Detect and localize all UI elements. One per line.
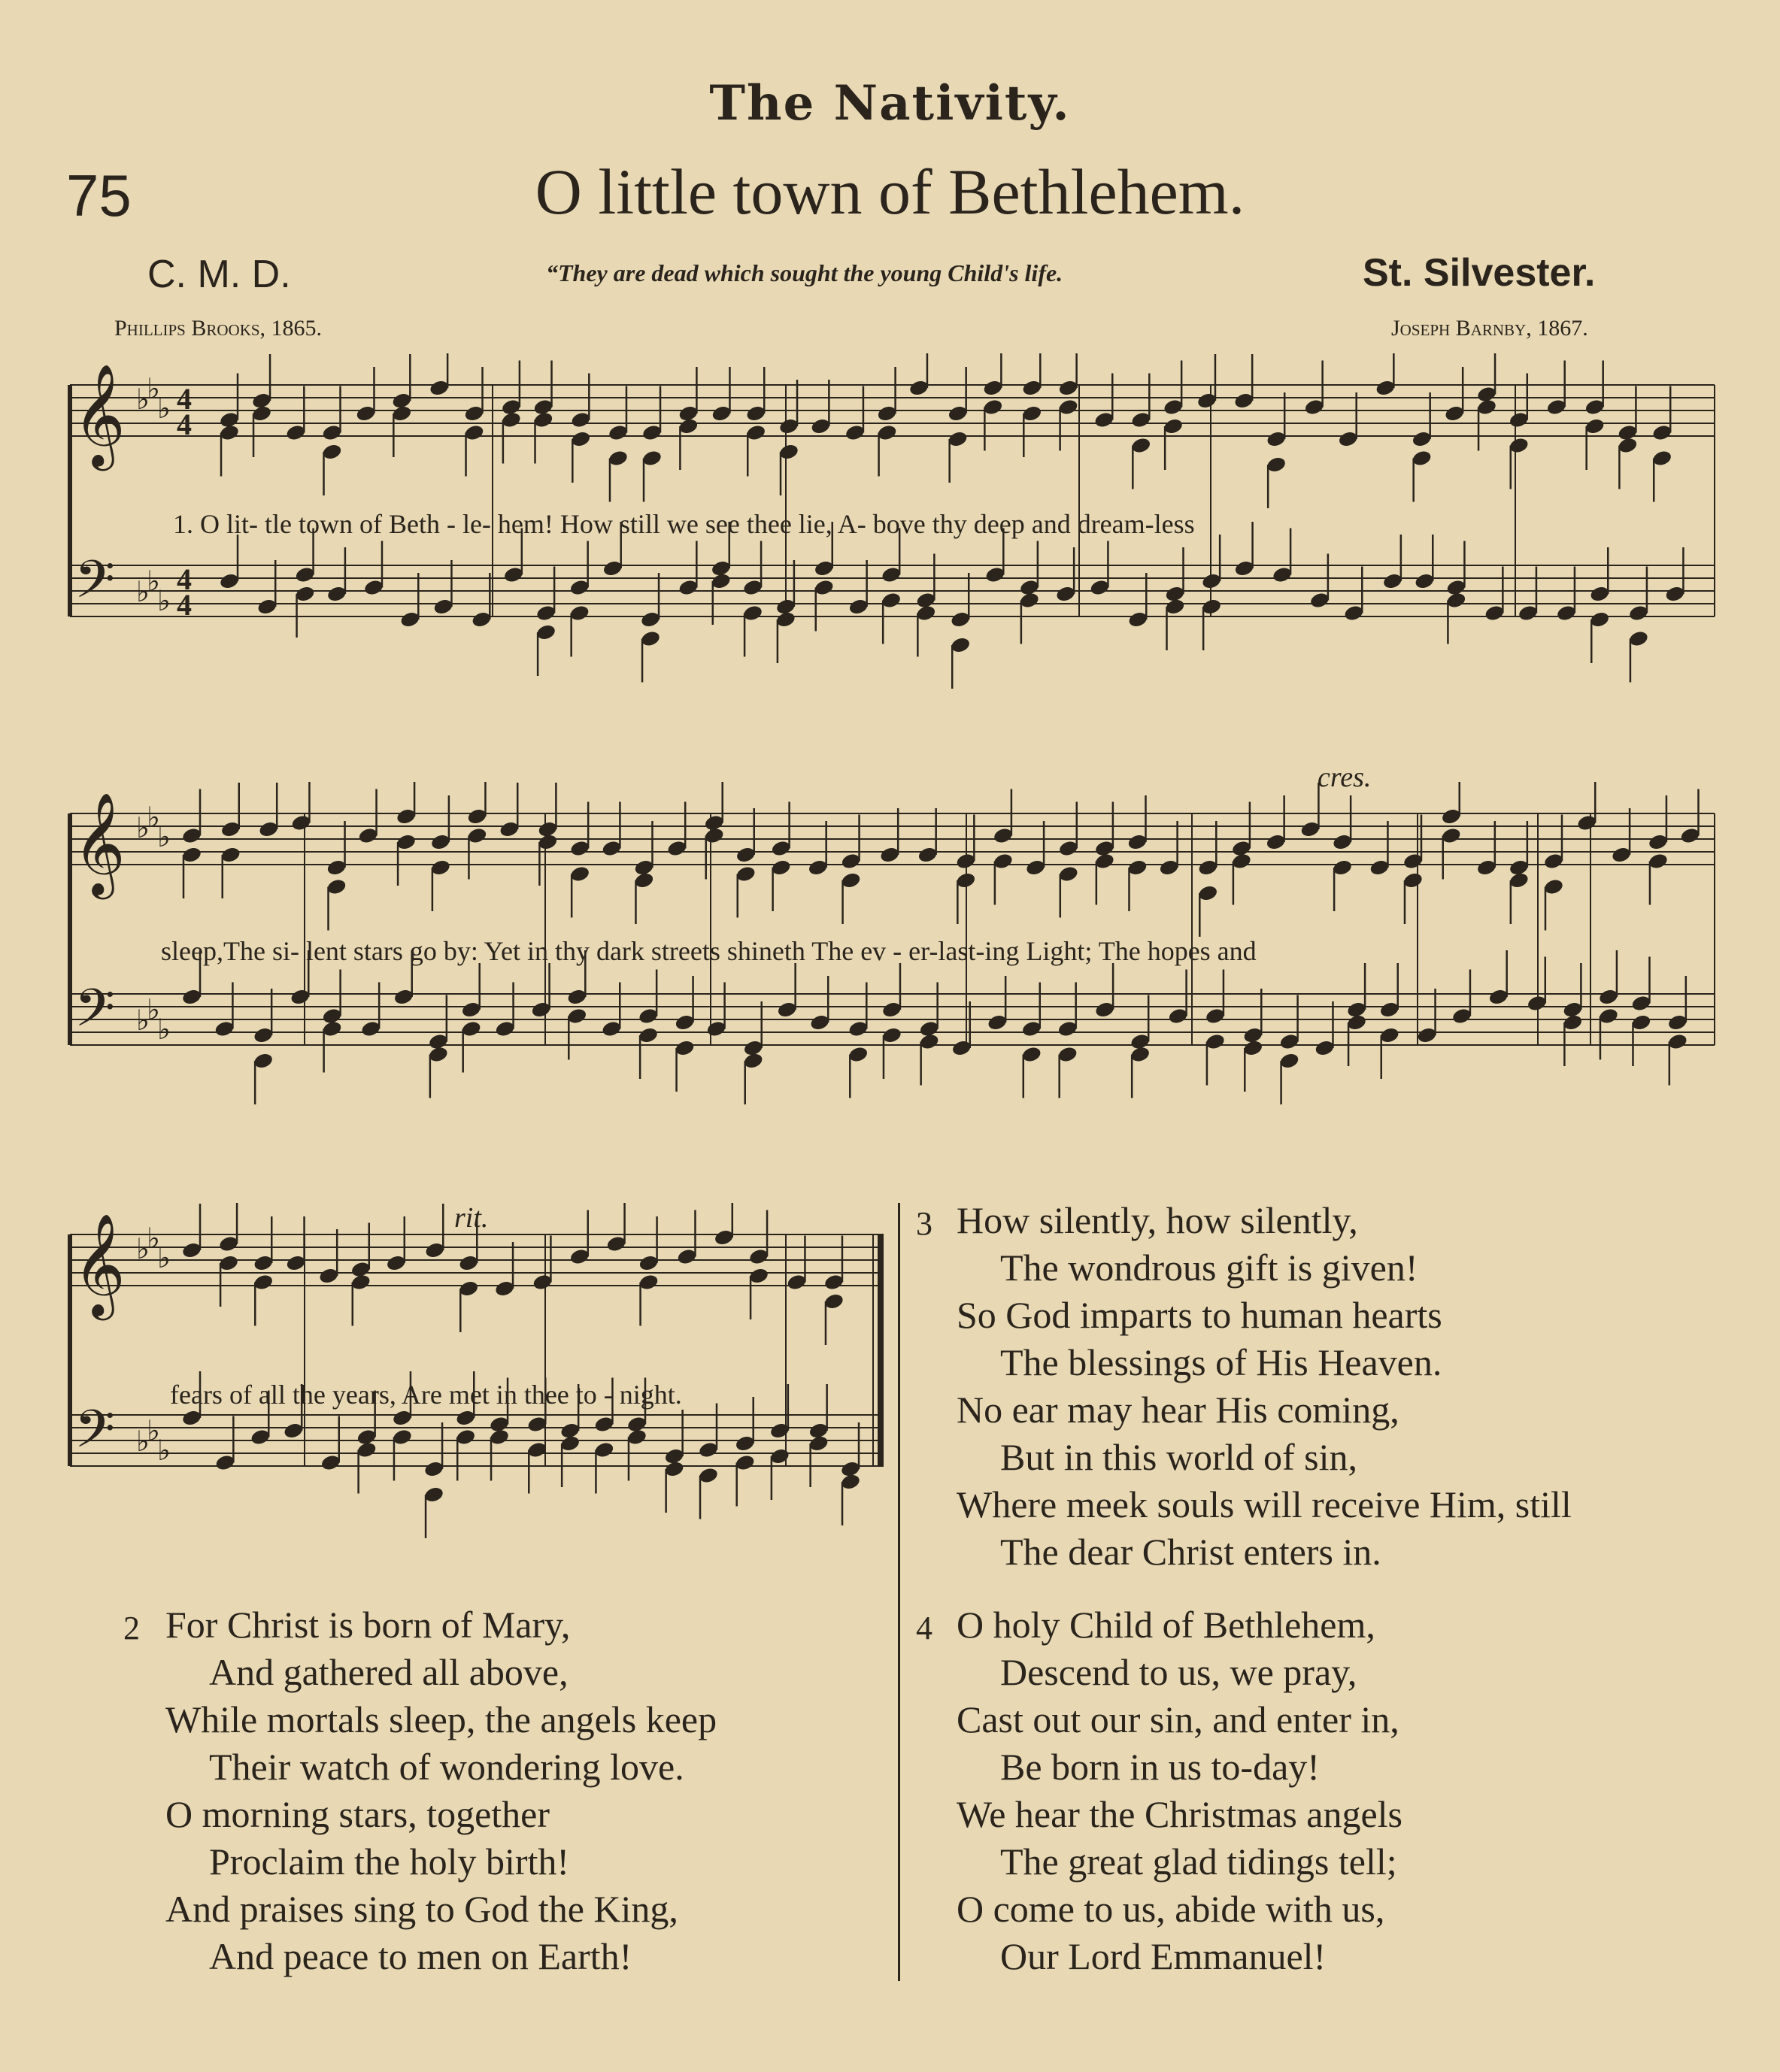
verse-line: And peace to men on Earth! (209, 1935, 632, 1977)
verse-line: Descend to us, we pray, (1000, 1651, 1357, 1693)
verse-line: O come to us, abide with us, (957, 1888, 1385, 1930)
bass-time-top: 4 (177, 562, 192, 596)
verse-line: O morning stars, together (165, 1793, 550, 1835)
flat-sign-icon: ♭ (157, 584, 171, 617)
flat-sign-icon: ♭ (136, 383, 150, 416)
bass-clef-icon: 𝄢 (74, 549, 116, 623)
treble-clef-icon: 𝄞 (73, 1212, 126, 1316)
hymn-title: O little town of Bethlehem. (535, 156, 1245, 228)
verse-line: And gathered all above, (209, 1651, 569, 1693)
lyrics-line-2: sleep,The si- lent stars go by: Yet in thy dark streets shineth The ev - er-last-ing Light; The hopes and (161, 936, 1257, 966)
music-system-3 (64, 1203, 891, 1549)
tune-name: St. Silvester. (1363, 251, 1596, 295)
flat-sign-icon: ♭ (136, 811, 150, 844)
flat-sign-icon: ♭ (136, 1425, 150, 1458)
composer-credit: Joseph Barnby, 1867. (1391, 316, 1588, 341)
verse-line: Be born in us to-day! (1000, 1746, 1320, 1788)
verse-line: Their watch of wondering love. (209, 1746, 684, 1788)
hymn-number: 75 (66, 162, 132, 229)
verse-line: The wondrous gift is given! (1000, 1247, 1418, 1289)
verse-line: For Christ is born of Mary, (165, 1604, 571, 1646)
verse-line: How silently, how silently, (957, 1199, 1358, 1241)
bass-time-bottom: 4 (177, 588, 192, 622)
flat-sign-icon: ♭ (147, 372, 160, 405)
treble-clef-icon: 𝄞 (73, 362, 126, 466)
verse-line: No ear may hear His coming, (957, 1389, 1399, 1431)
flat-sign-icon: ♭ (136, 575, 150, 608)
cres-marking: cres. (1318, 762, 1372, 793)
verse-2 (123, 1601, 717, 1980)
bass-clef-icon: 𝄢 (74, 1398, 116, 1472)
flat-sign-icon: ♭ (147, 801, 160, 834)
verse-line: O holy Child of Bethlehem, (957, 1604, 1375, 1646)
verse-line: The great glad tidings tell; (1000, 1840, 1397, 1883)
column-divider (898, 1203, 900, 1981)
flat-sign-icon: ♭ (147, 565, 160, 598)
lyrics-line-1: 1. O lit- tle town of Beth - le- hem! How still we see thee lie, A- bove thy deep and dream-less (173, 509, 1195, 539)
flat-sign-icon: ♭ (157, 1013, 171, 1046)
verse-line: The blessings of His Heaven. (1000, 1341, 1442, 1383)
verse-line: Our Lord Emmanuel! (1000, 1935, 1327, 1977)
bass-clef-icon: 𝄢 (74, 977, 116, 1051)
verse-3 (916, 1197, 1572, 1576)
flat-sign-icon: ♭ (147, 1414, 160, 1447)
section-title: The Nativity. (709, 75, 1071, 132)
lyrics-line-3: fears of all the years, Are met in thee to - night. (170, 1380, 682, 1410)
verse-line: But in this world of sin, (1000, 1436, 1358, 1478)
verse-line: Where meek souls will receive Him, still (957, 1483, 1572, 1525)
flat-sign-icon: ♭ (136, 1232, 150, 1265)
author-credit: Phillips Brooks, 1865. (114, 316, 323, 341)
flat-sign-icon: ♭ (136, 1004, 150, 1037)
flat-sign-icon: ♭ (157, 1241, 171, 1274)
treble-time-top: 4 (177, 382, 192, 416)
verse-line: And praises sing to God the King, (165, 1888, 678, 1930)
verse-line: Cast out our sin, and enter in, (957, 1698, 1399, 1740)
verse-number: 4 (916, 1610, 932, 1646)
rit-marking: rit. (454, 1202, 489, 1234)
flat-sign-icon: ♭ (157, 392, 171, 425)
flat-sign-icon: ♭ (157, 820, 171, 853)
verse-number: 3 (916, 1205, 932, 1242)
meter: C. M. D. (147, 253, 291, 296)
flat-sign-icon: ♭ (147, 993, 160, 1026)
treble-clef-icon: 𝄞 (73, 791, 126, 895)
flat-sign-icon: ♭ (147, 1222, 160, 1255)
verse-line: The dear Christ enters in. (1000, 1531, 1381, 1573)
verse-line: While mortals sleep, the angels keep (165, 1698, 717, 1740)
flat-sign-icon: ♭ (157, 1434, 171, 1467)
verse-line: Proclaim the holy birth! (209, 1840, 570, 1883)
verse-line: So God imparts to human hearts (957, 1294, 1442, 1336)
treble-time-bottom: 4 (177, 407, 192, 441)
verse-number: 2 (123, 1610, 140, 1646)
verse-4 (916, 1601, 1403, 1980)
verse-line: We hear the Christmas angels (957, 1793, 1403, 1835)
epigraph: “They are dead which sought the young Child's life. (546, 259, 1063, 286)
